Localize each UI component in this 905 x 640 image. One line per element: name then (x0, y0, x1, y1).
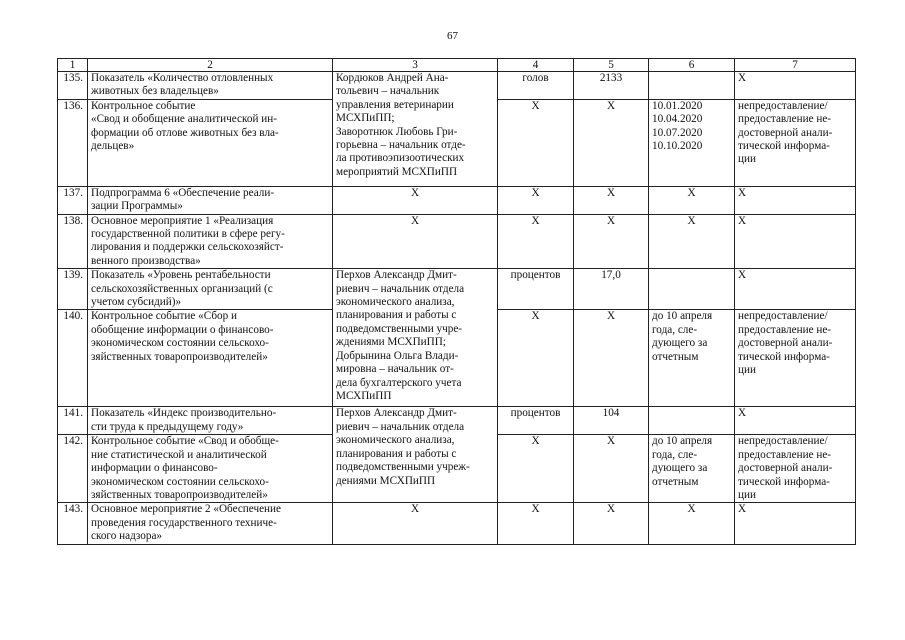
row-responsible: X (333, 186, 498, 214)
header-col-7: 7 (735, 59, 856, 72)
plan-table (57, 58, 856, 545)
row-unit: X (498, 99, 574, 186)
row-unit: X (498, 435, 574, 503)
row-number: 137. (58, 186, 88, 214)
row-date: до 10 апреля года, сле- дующего за отчетным (649, 310, 735, 407)
row-unit: процентов (498, 269, 574, 310)
row-value: X (574, 186, 649, 214)
row-name: Показатель «Уровень рентабельности сельскохозяйственных организаций (с учетом субсидий)» (88, 269, 333, 310)
row-responsible: X (333, 214, 498, 269)
row-name: Подпрограмма 6 «Обеспечение реали- зации Программы» (88, 186, 333, 214)
row-number: 142. (58, 435, 88, 503)
row-number: 138. (58, 214, 88, 269)
row-value: X (574, 214, 649, 269)
row-date: X (649, 503, 735, 544)
header-col-6: 6 (649, 59, 735, 72)
row-note: непредоставление/ предоставление не- достоверной анали- тической информа- ции (735, 310, 856, 407)
row-value: 104 (574, 407, 649, 435)
row-number: 140. (58, 310, 88, 407)
row-name: Основное мероприятие 1 «Реализация государственной политики в сфере регу- лирования и поддержки сельскохозяйст- венного производства» (88, 214, 333, 269)
row-responsible: Кордюков Андрей Ана- тольевич – начальник управления ветеринарии МСХПиПП; Заворотнюк Любовь Гри- горьевна – начальник отде- ла противоэпизоотических мероприятий МСХПиПП (333, 72, 498, 187)
row-note: X (735, 269, 856, 310)
row-name: Контрольное событие «Сбор и обобщение информации о финансово- экономическом состоянии сельскохо- зяйственных товаропроизводителей» (88, 310, 333, 407)
row-note: X (735, 186, 856, 214)
table-row (58, 214, 856, 269)
header-col-4: 4 (498, 59, 574, 72)
row-note: X (735, 407, 856, 435)
table-row (58, 503, 856, 544)
row-name: Показатель «Количество отловленных животных без владельцев» (88, 72, 333, 100)
row-note: непредоставление/ предоставление не- достоверной анали- тической информа- ции (735, 435, 856, 503)
row-unit: X (498, 503, 574, 544)
row-date: до 10 апреля года, сле- дующего за отчетным (649, 435, 735, 503)
row-unit: X (498, 186, 574, 214)
row-value: X (574, 435, 649, 503)
row-name: Основное мероприятие 2 «Обеспечение проведения государственного техниче- ского надзора» (88, 503, 333, 544)
row-responsible: Перхов Александр Дмит- риевич – начальник отдела экономического анализа, планирования и работы с подведомственными учре- ждениями МСХПиПП; Добрынина Ольга Влади- мировна – начальник от- дела бухгалтерского учета МСХПиПП (333, 269, 498, 407)
row-number: 139. (58, 269, 88, 310)
row-value: X (574, 99, 649, 186)
row-value: X (574, 310, 649, 407)
row-unit: X (498, 214, 574, 269)
row-unit: X (498, 310, 574, 407)
row-number: 136. (58, 99, 88, 186)
page-number: 67 (447, 30, 458, 42)
row-responsible: X (333, 503, 498, 544)
row-date: X (649, 186, 735, 214)
row-note: X (735, 503, 856, 544)
header-col-5: 5 (574, 59, 649, 72)
header-row (58, 59, 856, 72)
row-unit: голов (498, 72, 574, 100)
row-value: X (574, 503, 649, 544)
row-number: 135. (58, 72, 88, 100)
row-value: 17,0 (574, 269, 649, 310)
row-number: 143. (58, 503, 88, 544)
header-col-2: 2 (88, 59, 333, 72)
row-date (649, 72, 735, 100)
row-date: 10.01.2020 10.04.2020 10.07.2020 10.10.2020 (649, 99, 735, 186)
table-row (58, 186, 856, 214)
row-name: Контрольное событие «Свод и обобщение аналитической ин- формации об отлове животных без вла- дельцев» (88, 99, 333, 186)
table-row (58, 72, 856, 100)
row-note: непредоставление/ предоставление не- достоверной анали- тической информа- ции (735, 99, 856, 186)
row-name: Контрольное событие «Свод и обобще- ние статистической и аналитической информации о финансово- экономическом состоянии сельскохо- зяйственных товаропроизводителей» (88, 435, 333, 503)
row-number: 141. (58, 407, 88, 435)
row-value: 2133 (574, 72, 649, 100)
row-date (649, 269, 735, 310)
row-note: X (735, 72, 856, 100)
table-row (58, 269, 856, 310)
row-name: Показатель «Индекс производительно- сти труда к предыдущему году» (88, 407, 333, 435)
row-date (649, 407, 735, 435)
header-col-1: 1 (58, 59, 88, 72)
row-unit: процентов (498, 407, 574, 435)
header-col-3: 3 (333, 59, 498, 72)
row-date: X (649, 214, 735, 269)
table-row (58, 407, 856, 435)
row-note: X (735, 214, 856, 269)
row-responsible: Перхов Александр Дмит- риевич – начальник отдела экономического анализа, планирования и работы с подведомственными учреж- дениями МСХПиПП (333, 407, 498, 503)
